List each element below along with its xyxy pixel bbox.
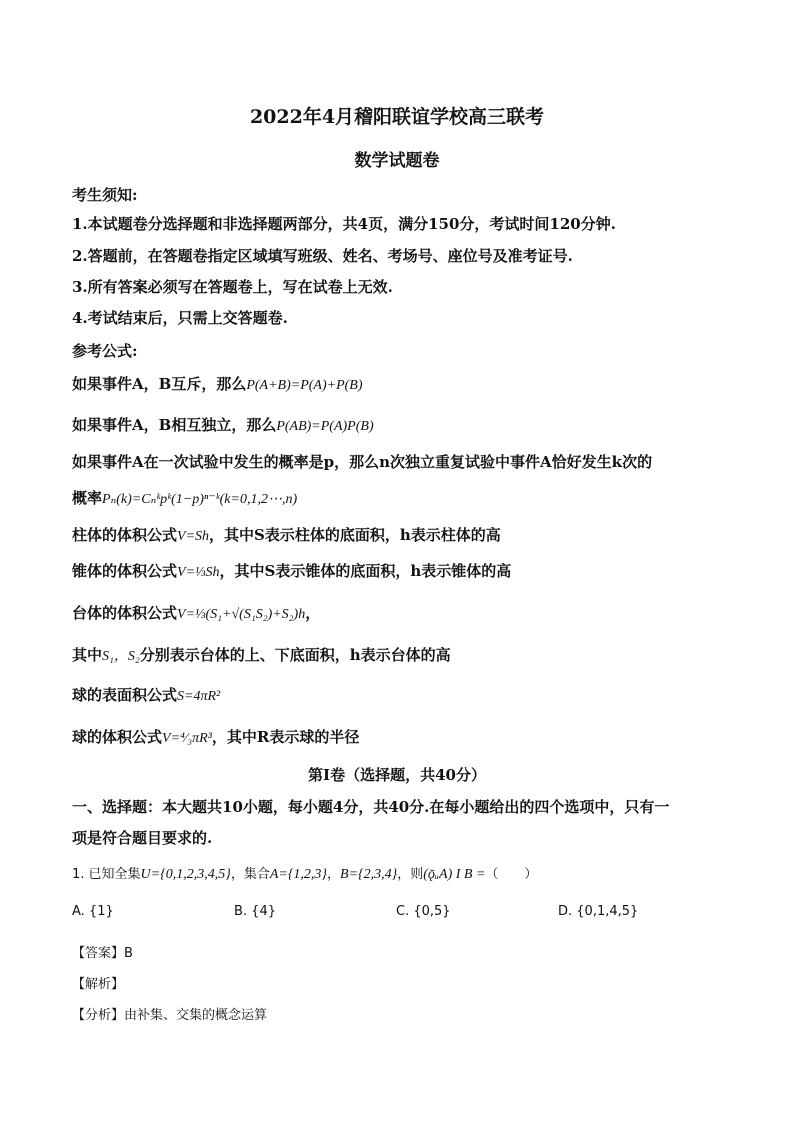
formula-mutex bbox=[72, 373, 363, 394]
formula-binom-line2 bbox=[72, 487, 297, 508]
part1-heading: 第Ⅰ卷（选择题，共40分） bbox=[308, 766, 486, 784]
notice-item-1: 1.本试题卷分选择题和非选择题两部分，共4页，满分150分，考试时间120分钟. bbox=[72, 215, 616, 233]
exam-subtitle: 数学试题卷 bbox=[354, 151, 440, 171]
formula-mutex-text: 如果事件A，B互斥，那么 bbox=[72, 375, 247, 393]
q1-fenxi bbox=[72, 1004, 267, 1023]
q1-answer-tag: 【答案】 bbox=[72, 946, 125, 961]
formula-sphere-area-expr: S=4πR² bbox=[177, 689, 221, 704]
formula-sphere-area bbox=[72, 684, 220, 705]
formula-frustum-pre: 台体的体积公式 bbox=[72, 604, 178, 622]
formula-sphere-area-pre: 球的表面积公式 bbox=[72, 686, 178, 704]
formula-frustum-note-pre: 其中 bbox=[72, 646, 103, 664]
q1-expression: (ǭᵤA) I B = bbox=[423, 867, 486, 882]
notice-item-4: 4.考试结束后，只需上交答题卷. bbox=[72, 309, 288, 327]
q1-set-a: A={1,2,3} bbox=[269, 867, 328, 882]
formula-cone-post: ，其中S表示锥体的底面积，h表示锥体的高 bbox=[219, 562, 512, 580]
formula-prism-expr: V=Sh bbox=[177, 529, 210, 544]
formula-binom-expr: Pₙ(k)=Cₙᵏpᵏ(1−p)ⁿ⁻ᵏ(k=0,1,2⋯,n) bbox=[102, 492, 298, 507]
formula-sphere-vol-pre: 球的体积公式 bbox=[72, 728, 163, 746]
formula-frustum-expr: V=⅓(S₁+√(S₁S₂)+S₂)h bbox=[177, 607, 306, 622]
formula-frustum-note-s: S₁，S₂ bbox=[102, 649, 140, 664]
formula-sphere-vol-post: ，其中R表示球的半径 bbox=[211, 728, 360, 746]
formula-indep bbox=[72, 414, 374, 435]
formula-binom-line1: 如果事件A在一次试验中发生的概率是p，那么n次独立重复试验中事件A恰好发生k次的 bbox=[72, 453, 653, 471]
part1-instruction-1: 一、选择题：本大题共10小题，每小题4分，共40分.在每小题给出的四个选项中，只有一 bbox=[72, 798, 670, 816]
formula-cone-pre: 锥体的体积公式 bbox=[72, 562, 178, 580]
q1-stem-c: ， bbox=[327, 867, 341, 882]
question-1-stem bbox=[72, 863, 537, 883]
q1-option-a: A. {1} bbox=[72, 904, 114, 919]
q1-option-d: D. {0,1,4,5} bbox=[558, 904, 639, 919]
q1-stem-a: 1. 已知全集 bbox=[72, 867, 141, 882]
exam-title: 2022年4月稽阳联谊学校高三联考 bbox=[249, 106, 545, 128]
q1-option-b: B. {4} bbox=[234, 904, 276, 919]
formula-frustum bbox=[72, 602, 320, 623]
q1-analysis-tag: 【解析】 bbox=[72, 977, 125, 992]
q1-stem-e: （ ） bbox=[485, 867, 538, 882]
q1-answer bbox=[72, 942, 133, 961]
notice-heading: 考生须知: bbox=[72, 186, 138, 204]
formula-binom-text: 概率 bbox=[72, 489, 103, 507]
formula-prism bbox=[72, 524, 501, 545]
formula-frustum-post: ， bbox=[305, 604, 321, 622]
formula-indep-text: 如果事件A，B相互独立，那么 bbox=[72, 416, 277, 434]
formula-sphere-vol bbox=[72, 726, 359, 747]
q1-fenxi-text: 由补集、交集的概念运算 bbox=[124, 1008, 268, 1023]
q1-option-c: C. {0,5} bbox=[396, 904, 451, 919]
notice-item-3: 3.所有答案必须写在答题卷上，写在试卷上无效. bbox=[72, 278, 393, 296]
q1-fenxi-tag: 【分析】 bbox=[72, 1008, 125, 1023]
q1-set-b: B={2,3,4} bbox=[340, 867, 398, 882]
formula-prism-post: ，其中S表示柱体的底面积，h表示柱体的高 bbox=[209, 526, 501, 544]
formula-frustum-note-post: 分别表示台体的上、下底面积，h表示台体的高 bbox=[139, 646, 451, 664]
q1-answer-value: B bbox=[124, 946, 133, 961]
formula-frustum-note bbox=[72, 644, 451, 665]
formula-indep-expr: P(AB)=P(A)P(B) bbox=[276, 419, 374, 434]
notice-item-2: 2.答题前，在答题卷指定区域填写班级、姓名、考场号、座位号及准考证号. bbox=[72, 247, 573, 265]
formula-cone bbox=[72, 560, 511, 581]
formula-mutex-expr: P(A+B)=P(A)+P(B) bbox=[246, 378, 363, 393]
part1-instruction-2: 项是符合题目要求的. bbox=[72, 829, 213, 847]
formula-prism-pre: 柱体的体积公式 bbox=[72, 526, 178, 544]
q1-stem-b: ，集合 bbox=[230, 867, 270, 882]
formula-heading: 参考公式: bbox=[72, 342, 138, 360]
formula-sphere-vol-expr: V=⁴⁄₃πR³ bbox=[162, 731, 212, 746]
q1-set-u: U={0,1,2,3,4,5} bbox=[140, 867, 231, 882]
formula-cone-expr: V=⅓Sh bbox=[177, 565, 220, 580]
q1-stem-d: ，则 bbox=[397, 867, 424, 882]
